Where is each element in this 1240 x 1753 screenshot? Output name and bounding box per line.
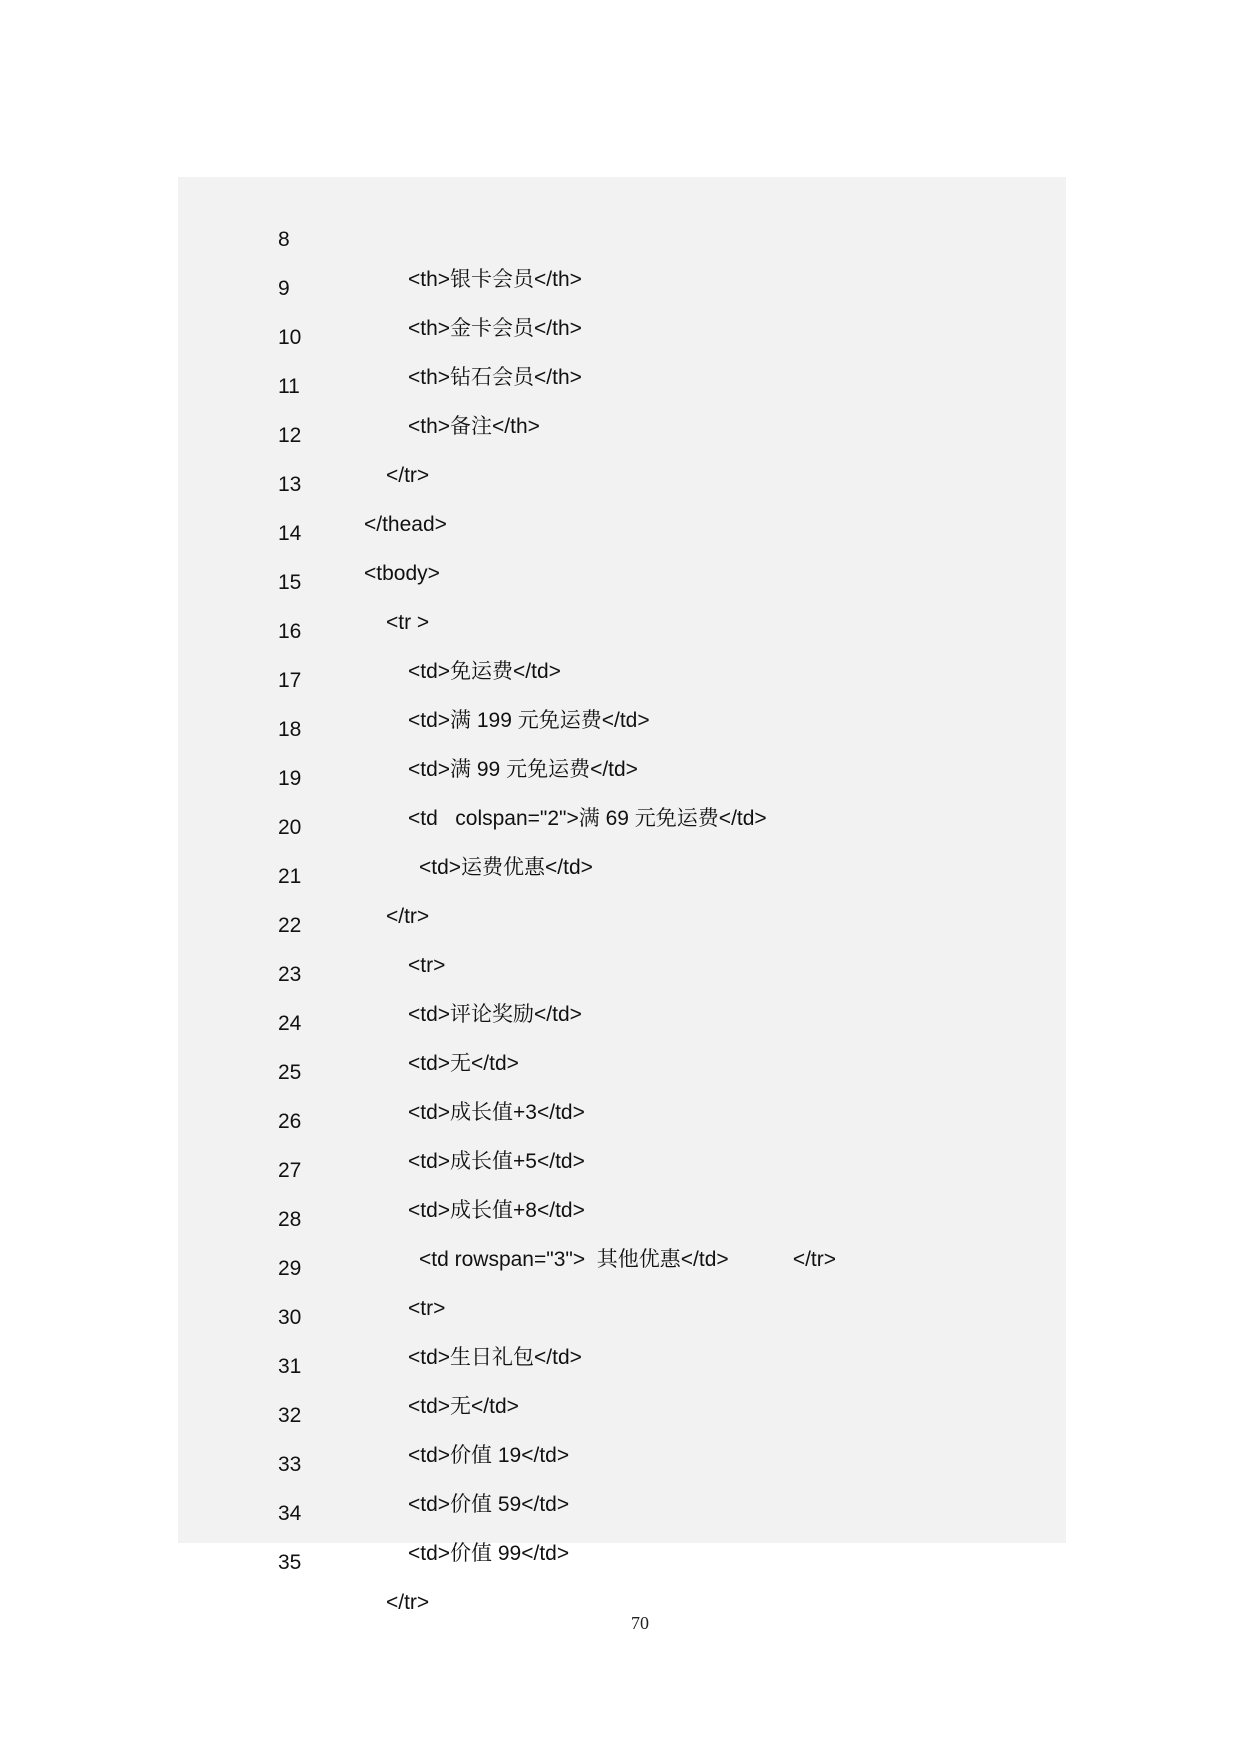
- line-code: <td>价值 99</td>: [408, 1542, 570, 1565]
- line-code: <th>银卡会员</th>: [408, 268, 582, 291]
- line-code: <th>钻石会员</th>: [408, 366, 582, 389]
- line-number: 15: [278, 571, 302, 594]
- line-number: 19: [278, 767, 302, 790]
- line-number: 23: [278, 963, 302, 986]
- line-number: 11: [278, 375, 300, 398]
- line-code: <td>生日礼包</td>: [408, 1346, 582, 1369]
- code-line: [178, 180, 582, 291]
- line-number: 32: [278, 1404, 302, 1427]
- line-number: 21: [278, 865, 302, 888]
- line-code: <td>满 199 元免运费</td>: [408, 709, 650, 732]
- line-number: 29: [278, 1257, 302, 1280]
- line-number: 27: [278, 1159, 302, 1182]
- line-number: 24: [278, 1012, 302, 1035]
- code-listing: [178, 177, 1066, 1614]
- line-number: 18: [278, 718, 302, 741]
- line-number: 30: [278, 1306, 302, 1329]
- line-code: <td>评论奖励</td>: [408, 1003, 582, 1026]
- line-number: 22: [278, 914, 302, 937]
- line-code: <td>成长值+3</td>: [408, 1101, 585, 1124]
- line-number: 12: [278, 424, 302, 447]
- line-number: 31: [278, 1355, 302, 1378]
- line-code: <th>备注</th>: [408, 415, 540, 438]
- line-number: 26: [278, 1110, 302, 1133]
- line-code: <tbody>: [364, 562, 440, 585]
- line-number: 9: [278, 277, 290, 300]
- line-code: <td>成长值+5</td>: [408, 1150, 585, 1173]
- line-number: 13: [278, 473, 302, 496]
- line-number: 8: [278, 228, 290, 251]
- page-number: 70: [631, 1613, 649, 1633]
- line-code: <tr>: [408, 1297, 446, 1320]
- line-code: <th>金卡会员</th>: [408, 317, 582, 340]
- line-number: 16: [278, 620, 302, 643]
- line-number: 34: [278, 1502, 302, 1525]
- line-number: 33: [278, 1453, 302, 1476]
- line-code: <tr>: [408, 954, 446, 977]
- line-number: 20: [278, 816, 302, 839]
- line-number: 17: [278, 669, 302, 692]
- line-number: 10: [278, 326, 302, 349]
- line-code: </tr>: [386, 905, 430, 928]
- line-code: <td>价值 19</td>: [408, 1444, 570, 1467]
- line-code: <td>无</td>: [408, 1052, 519, 1075]
- line-number: 14: [278, 522, 302, 545]
- line-code: <td>成长值+8</td>: [408, 1199, 585, 1222]
- line-code: <td>满 99 元免运费</td>: [408, 758, 638, 781]
- line-code: <tr >: [386, 611, 430, 634]
- line-code: <td>无</td>: [408, 1395, 519, 1418]
- line-code: <td>价值 59</td>: [408, 1493, 570, 1516]
- line-code: <td>运费优惠</td>: [419, 856, 593, 879]
- line-code: </tr>: [386, 1591, 430, 1614]
- line-code: </thead>: [364, 513, 447, 536]
- line-number: 28: [278, 1208, 302, 1231]
- line-number: 25: [278, 1061, 302, 1084]
- line-code: <td colspan="2">满 69 元免运费</td>: [408, 807, 767, 830]
- line-code: </tr>: [386, 464, 430, 487]
- line-code: <td rowspan="3"> 其他优惠</td> </tr>: [419, 1248, 837, 1271]
- line-number: 35: [278, 1551, 302, 1574]
- line-code: <td>免运费</td>: [408, 660, 561, 683]
